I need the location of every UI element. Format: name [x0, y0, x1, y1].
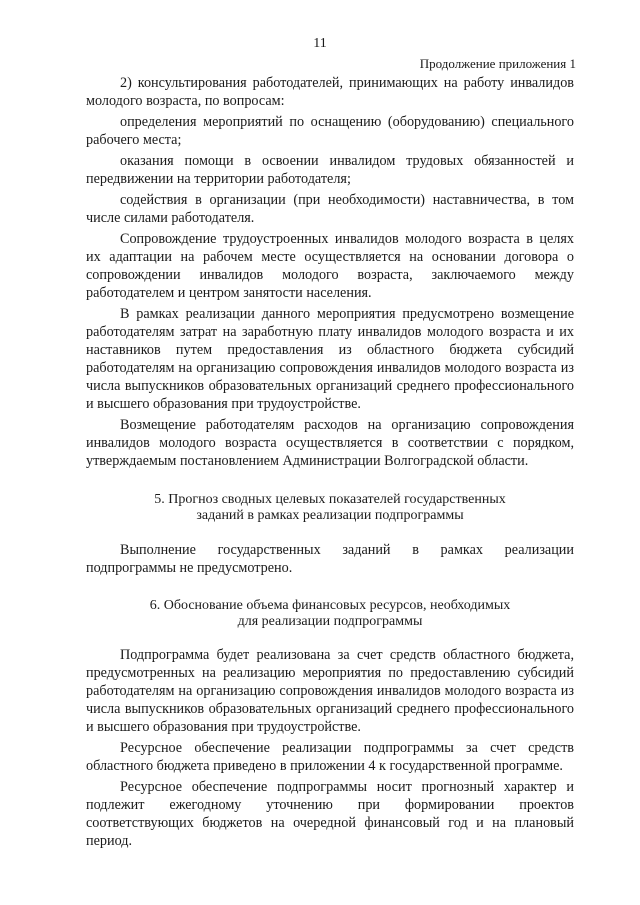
section-5-title-line1: 5. Прогноз сводных целевых показателей государственных [154, 492, 506, 507]
paragraph: определения мероприятий по оснащению (оборудованию) специального рабочего места; [86, 114, 574, 148]
continuation-label: Продолжение приложения 1 [419, 56, 576, 71]
paragraph: Сопровождение трудоустроенных инвалидов молодого возраста в целях их адаптации на рабочем месте осуществляется на основании договора о сопровождении инвалидов молодого возраста, заключаемого между работодателем и центром занятости населения. [86, 231, 574, 301]
paragraph: В рамках реализации данного мероприятия предусмотрено возмещение работодателям затрат на заработную плату инвалидов молодого возраста и их наставников путем предоставления из областного бюджета субсидий работодателям на организацию сопровождения инвалидов молодого возраста из числа выпускников образовательных организаций среднего профессионального и высшего образования при трудоустройстве. [86, 306, 574, 412]
section-6-title-line1: 6. Обоснование объема финансовых ресурсов, необходимых [149, 598, 511, 613]
section-5-title-line2: заданий в рамках реализации подпрограммы [196, 508, 464, 523]
section-5-paragraph: Выполнение государственных заданий в рамках реализации подпрограммы не предусмотрено. [86, 542, 574, 576]
section-5-heading [86, 492, 574, 524]
section-6-paragraph: Ресурсное обеспечение реализации подпрограммы за счет средств областного бюджета приведено в приложении 4 к государственной программе. [86, 740, 574, 774]
section-6-heading [86, 598, 574, 630]
document-body [86, 74, 574, 850]
section-6-title-line2: для реализации подпрограммы [237, 614, 423, 629]
section-6-paragraph: Ресурсное обеспечение подпрограммы носит прогнозный характер и подлежит ежегодному уточнению при формировании проектов соответствующих бюджетов на очередной финансовый год и на плановый период. [86, 779, 574, 849]
section-6-paragraph: Подпрограмма будет реализована за счет средств областного бюджета, предусмотренных на реализацию мероприятия по предоставлению субсидий работодателям на организацию сопровождения инвалидов молодого возраста из числа выпускников образовательных организаций среднего профессионального и высшего образования при трудоустройстве. [86, 647, 574, 735]
paragraph: Возмещение работодателям расходов на организацию сопровождения инвалидов молодого возраста осуществляется в соответствии с порядком, утверждаемым постановлением Администрации Волгоградской области. [86, 417, 574, 469]
paragraph: 2) консультирования работодателей, принимающих на работу инвалидов молодого возраста, по вопросам: [86, 75, 574, 109]
page-number: 11 [313, 36, 327, 51]
paragraph: содействия в организации (при необходимости) наставничества, в том числе силами работодателя. [86, 192, 574, 226]
paragraph: оказания помощи в освоении инвалидом трудовых обязанностей и передвижении на территории работодателя; [86, 153, 574, 187]
